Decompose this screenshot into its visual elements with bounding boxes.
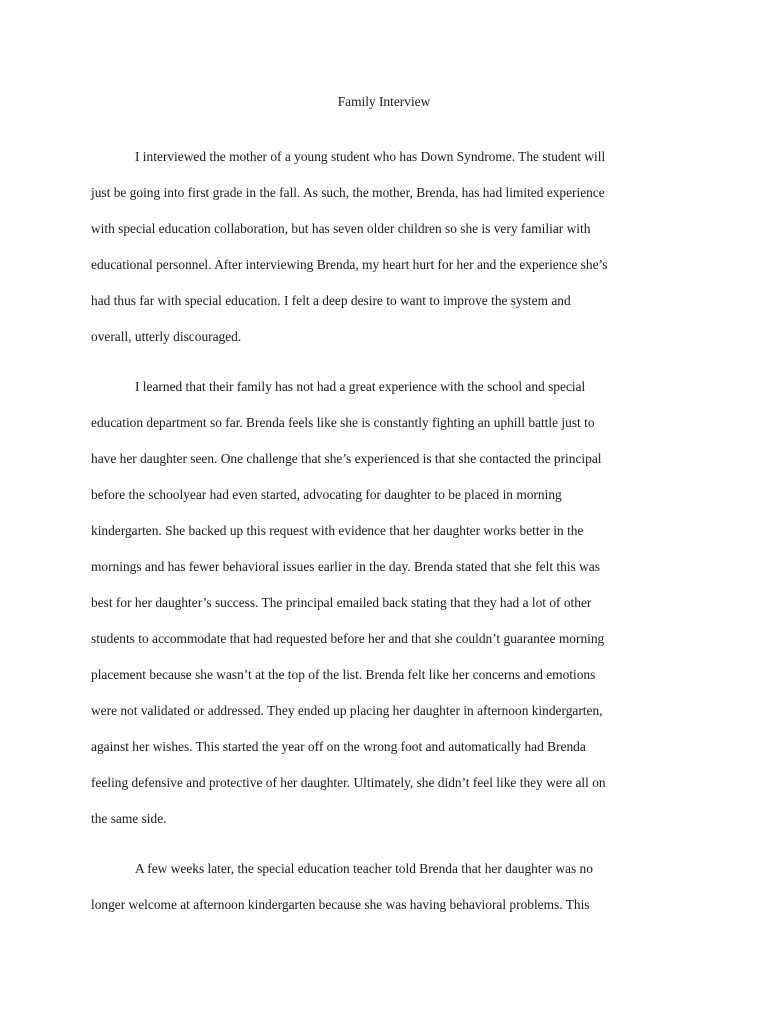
paragraph-line: mornings and has fewer behavioral issues earlier in the day. Brenda stated that she felt this was [91,559,600,574]
paragraph-line: students to accommodate that had requested before her and that she couldn’t guarantee morning [91,631,605,646]
paragraph-line: with special education collaboration, but has seven older children so she is very familiar with [91,221,591,236]
paragraph-line: longer welcome at afternoon kindergarten because she was having behavioral problems. This [91,897,590,912]
paragraph-line: have her daughter seen. One challenge that she’s experienced is that she contacted the principal [91,451,602,466]
paragraph-line: against her wishes. This started the year off on the wrong foot and automatically had Brenda [91,739,586,754]
paragraph-line: kindergarten. She backed up this request with evidence that her daughter works better in the [91,523,584,538]
paragraph-line: best for her daughter’s success. The principal emailed back stating that they had a lot of other [91,595,592,610]
paragraph-line: before the schoolyear had even started, advocating for daughter to be placed in morning [91,487,562,502]
paragraph-3 [91,860,681,932]
paragraph-line: the same side. [91,811,167,826]
paragraph-line: placement because she wasn’t at the top of the list. Brenda felt like her concerns and emotions [91,667,596,682]
paragraph-line: had thus far with special education. I felt a deep desire to want to improve the system and [91,293,571,308]
paragraph-line: feeling defensive and protective of her daughter. Ultimately, she didn’t feel like they were all on [91,775,606,790]
paragraph-line: educational personnel. After interviewing Brenda, my heart hurt for her and the experience she’s [91,257,608,272]
paragraph-line: education department so far. Brenda feels like she is constantly fighting an uphill battle just to [91,415,595,430]
paragraph-line: were not validated or addressed. They ended up placing her daughter in afternoon kindergarten, [91,703,603,718]
paragraph-line: A few weeks later, the special education teacher told Brenda that her daughter was no [135,861,593,876]
paragraph-2 [91,378,681,846]
paragraph-1 [91,148,681,364]
document-title: Family Interview [337,94,431,109]
paragraph-line: I interviewed the mother of a young student who has Down Syndrome. The student will [135,149,606,164]
paragraph-line: I learned that their family has not had a great experience with the school and special [135,379,586,394]
paragraph-line: overall, utterly discouraged. [91,329,242,344]
paragraph-line: just be going into first grade in the fall. As such, the mother, Brenda, has had limited experience [91,185,605,200]
